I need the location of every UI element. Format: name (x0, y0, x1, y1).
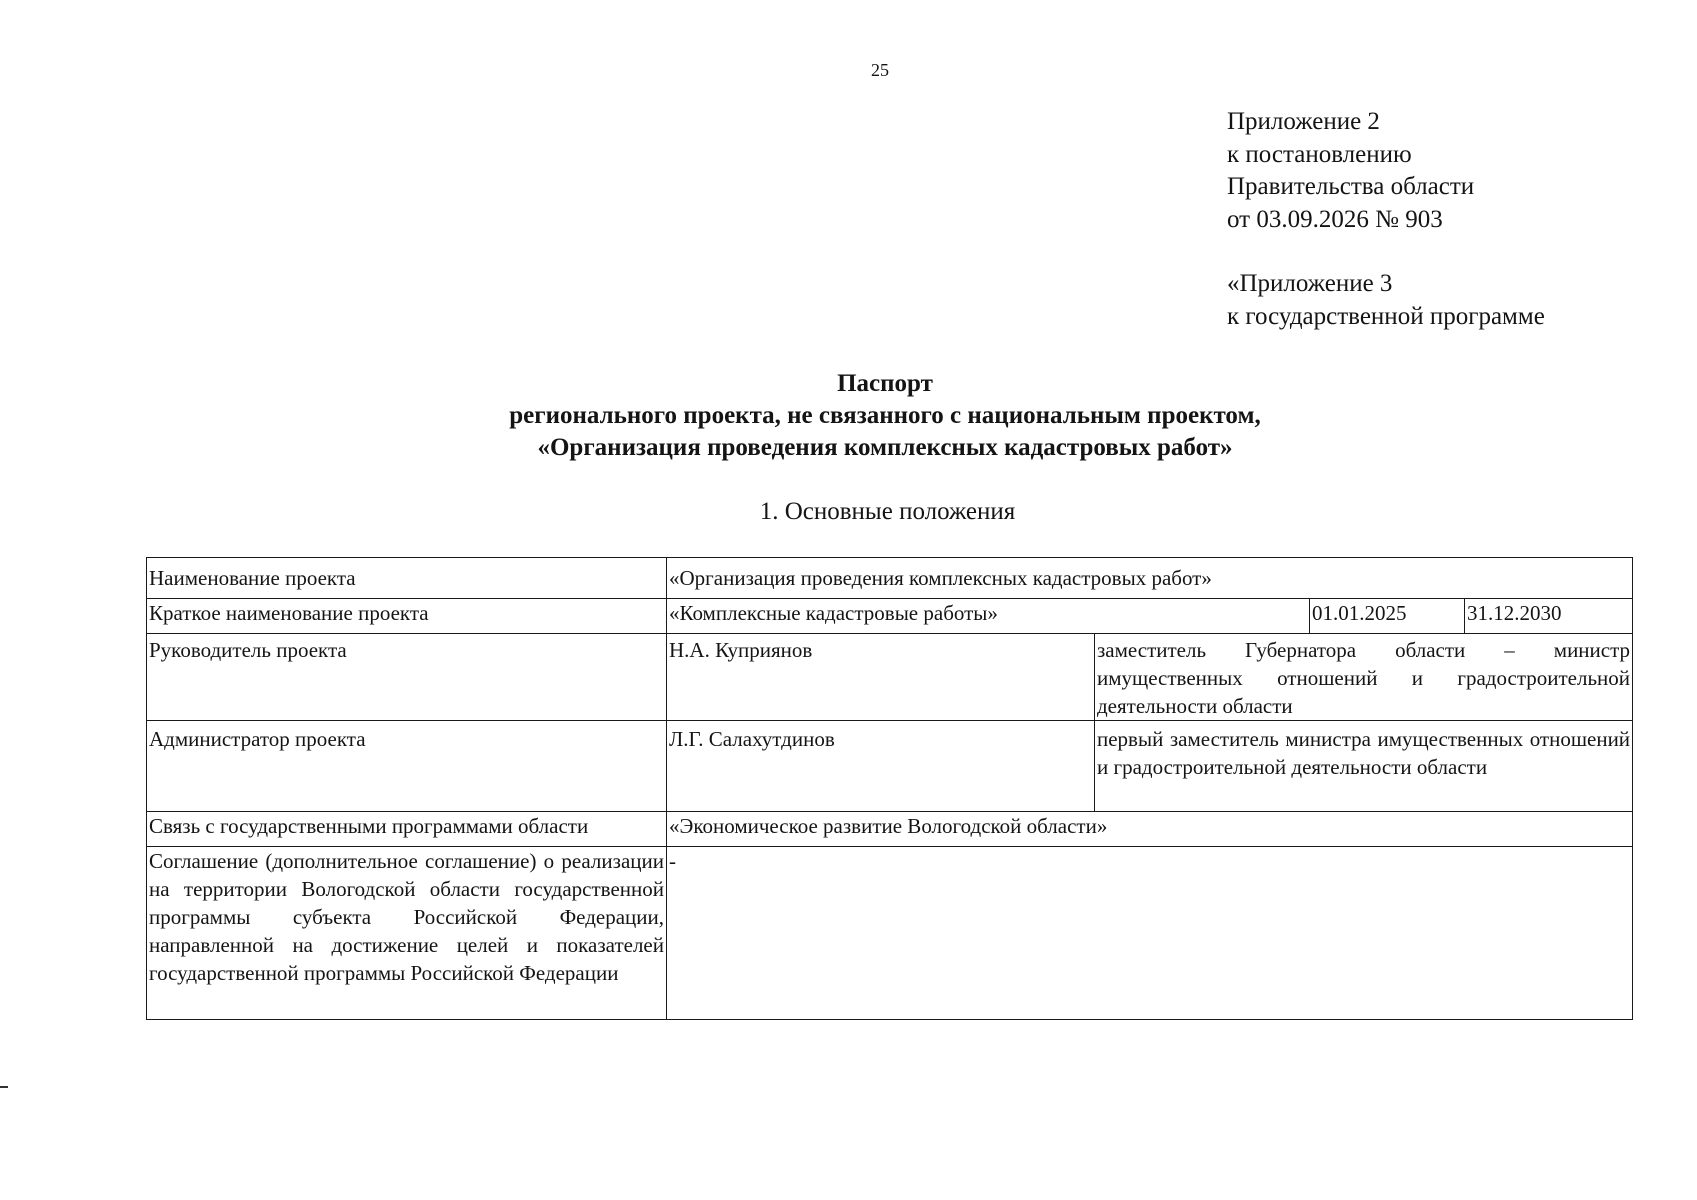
project-name-value: «Организация проведения комплексных кадастровых работ» (667, 558, 1633, 599)
agreement-value: - (667, 847, 1633, 1020)
agreement-label: Соглашение (дополнительное соглашение) о реализации на территории Вологодской области государственной программы субъекта Российской Федерации, направленной на достижение целей и показателей государственной программы Российской Федерации (147, 847, 667, 1020)
appendix-line: к государственной программе (1227, 302, 1545, 330)
document-title (0, 368, 1697, 464)
title-line: Паспорт (837, 370, 933, 397)
start-date: 01.01.2025 (1310, 599, 1465, 634)
admin-label: Администратор проекта (147, 721, 667, 812)
end-date: 31.12.2030 (1465, 599, 1633, 634)
page-number: 25 (871, 60, 889, 80)
programs-value: «Экономическое развитие Вологодской области» (667, 812, 1633, 847)
appendix-line: Правительства области (1227, 173, 1475, 200)
head-label: Руководитель проекта (147, 634, 667, 721)
short-name-value: «Комплексные кадастровые работы» (667, 599, 1310, 634)
appendix-line: к постановлению (1227, 140, 1412, 168)
table-row (147, 634, 1633, 721)
title-line: «Организация проведения комплексных кадастровых работ» (537, 434, 1233, 461)
section-heading: 1. Основные положения (759, 498, 1016, 525)
programs-label: Связь с государственными программами области (147, 812, 667, 847)
table-row (147, 847, 1633, 1020)
table-row (147, 558, 1633, 599)
table-row (147, 599, 1633, 634)
admin-position: первый заместитель министра имущественных отношений и градостроительной деятельности области (1095, 721, 1633, 812)
admin-name: Л.Г. Салахутдинов (667, 721, 1095, 812)
head-position: заместитель Губернатора области – министр имущественных отношений и градостроительной деятельности области (1095, 634, 1633, 721)
project-passport-table (146, 557, 1633, 1020)
head-name: Н.А. Куприянов (667, 634, 1095, 721)
appendix-line: Приложение 2 (1227, 108, 1380, 135)
table-row (147, 721, 1633, 812)
project-name-label: Наименование проекта (147, 558, 667, 599)
appendix-spacer (1227, 236, 1545, 268)
table-row (147, 812, 1633, 847)
title-line: регионального проекта, не связанного с национальным проектом, (509, 402, 1261, 429)
margin-mark (0, 1086, 8, 1088)
appendix-line: «Приложение 3 (1227, 270, 1393, 297)
appendix-line: от 03.09.2026 № 903 (1227, 205, 1443, 233)
short-name-label: Краткое наименование проекта (147, 599, 667, 634)
appendix-block (1227, 106, 1545, 333)
